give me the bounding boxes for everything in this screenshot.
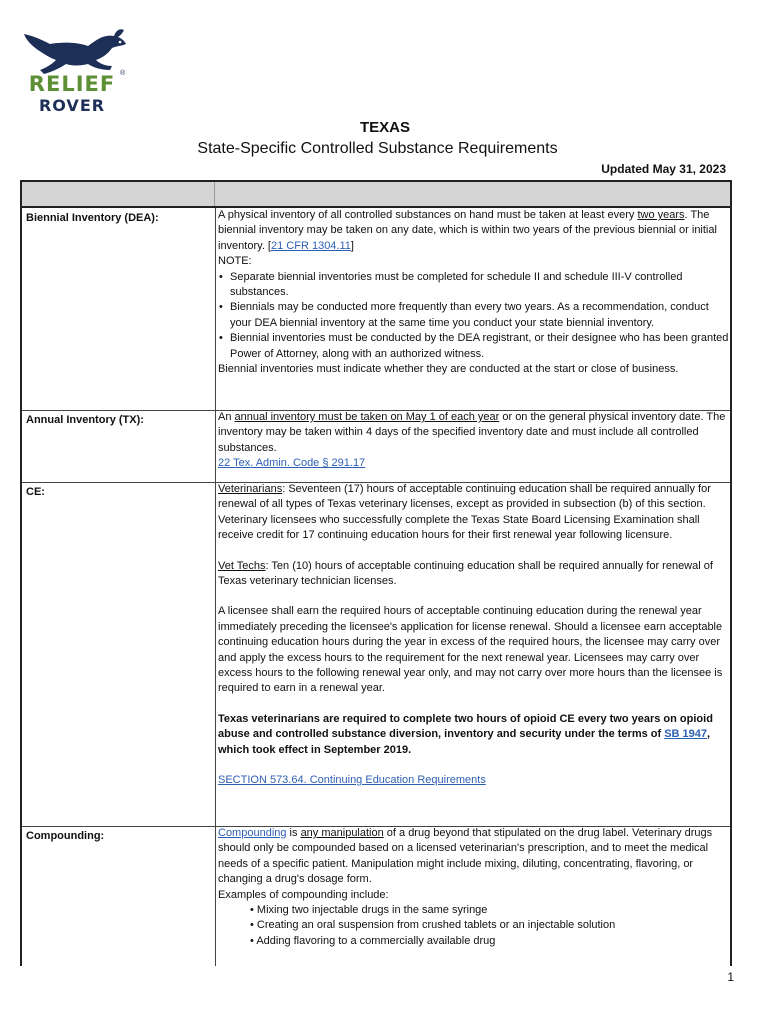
row-content [215, 482, 729, 826]
row-content [215, 826, 729, 966]
text: Texas veterinarians are required to complete two hours of opioid CE every two years on opioid abuse and controlled substance diversion, inventory and security under the terms of [218, 712, 713, 741]
list-item: • Separate biennial inventories must be completed for schedule II and schedule III-V controlled substances. [218, 270, 729, 301]
tex-admin-code-link[interactable]: 22 Tex. Admin. Code § 291.17 [218, 457, 366, 470]
text: An [218, 411, 235, 423]
closing-text: Biennial inventories must indicate whether they are conducted at the start or close of business. [218, 363, 679, 376]
row-content [215, 208, 729, 410]
table-row-biennial [22, 208, 730, 411]
section-573-64-link[interactable]: SECTION 573.64. Continuing Education Requirements [218, 774, 486, 787]
table-header-row [22, 182, 730, 208]
page-subtitle: State-Specific Controlled Substance Requirements [197, 140, 558, 157]
page-number: 1 [727, 970, 734, 984]
table-row-ce [22, 482, 730, 827]
examples-label: Examples of compounding include: [218, 888, 389, 901]
list-item: • Creating an oral suspension from crushed tablets or an injectable solution [250, 919, 616, 932]
compounding-link[interactable]: Compounding [218, 827, 287, 839]
cfr-link[interactable]: 21 CFR 1304.11 [271, 239, 351, 252]
text: : Seventeen (17) hours of acceptable continuing education shall be required annually for renewal of all types of Texas veterinary licenses, except as provided in subsection (b) of this section. Veterinary licensees who successfully complete the Texas State Board Licensing Examination shall receive credit for 17 continuing education hours for their first renewal year following licensure. [218, 483, 711, 542]
row-label: Compounding: [26, 830, 105, 842]
table-row-compounding [22, 826, 730, 966]
text: , which took effect in September 2019. [218, 728, 711, 756]
relief-rover-logo [16, 22, 131, 118]
logo-reg-mark: ® [120, 70, 126, 77]
text: : Ten (10) hours of acceptable continuing education shall be required annually for renewal of Texas veterinary technician licenses. [218, 559, 713, 588]
text: . The biennial inventory may be taken on any date, which is within two years of the previous biennial or initial inventory. [ [218, 209, 717, 252]
logo-subword: ROVER [38, 96, 106, 115]
text: A physical inventory of all controlled substances on hand must be taken at least every [218, 209, 638, 221]
sb-1947-link[interactable]: SB 1947 [664, 728, 708, 741]
text: ] [350, 239, 354, 252]
veterinarians-label: Veterinarians [218, 483, 283, 495]
text: of a drug beyond that stipulated on the drug label. Veterinary drugs should only be compounded based on a licensed veterinarian's prescription, and to meet the medical needs of a specific patient. Manipulation might include mixing, diluting, concentrating, flavoring, or changing a drug's dosage form. [218, 827, 713, 886]
note-label: NOTE: [218, 255, 252, 268]
vet-techs-label: Vet Techs [218, 559, 266, 572]
requirements-table [20, 180, 732, 966]
row-label: Annual Inventory (TX): [26, 414, 144, 426]
list-item: • Mixing two injectable drugs in the same syringe [250, 904, 488, 917]
page-title: TEXAS [359, 119, 410, 136]
text: is [286, 827, 301, 839]
list-item: • Biennials may be conducted more frequently than every two years. As a recommendation, conduct your DEA biennial inventory at the same time you conduct your state biennial inventory. [218, 300, 729, 331]
any-manipulation-underline: any manipulation [300, 827, 384, 839]
row-label: CE: [26, 486, 45, 498]
updated-date: Updated May 31, 2023 [601, 162, 726, 176]
licensee-paragraph: A licensee shall earn the required hours of acceptable continuing education during the renewal year immediately preceding the licensee's application for license renewal. Should a licensee earn acceptable continuing education hours during the year in excess of the required hours, the licensee may carry over and apply the excess hours to the requirement for the next renewal year. Licensees may carry over excess hours to the following renewal year only, and may not carry over more hours than the licensee is required to earn in a renewal year. [218, 605, 723, 695]
list-item: • Biennial inventories must be conducted by the DEA registrant, or their designee who has been granted Power of Attorney, along with an authorized witness. [218, 331, 729, 362]
text: or on the general physical inventory date. The inventory may be taken within 4 days of the specified inventory date and must include all controlled substances. [218, 411, 726, 454]
list-item: • Adding flavoring to a commercially available drug [250, 934, 496, 947]
row-label: Biennial Inventory (DEA): [26, 212, 159, 224]
logo-wordmark: RELIEF [28, 72, 116, 96]
annual-underline: annual inventory must be taken on May 1 of each year [234, 411, 500, 423]
table-row-annual [22, 410, 730, 483]
two-years-underline: two years [637, 209, 685, 221]
row-content [215, 410, 729, 482]
